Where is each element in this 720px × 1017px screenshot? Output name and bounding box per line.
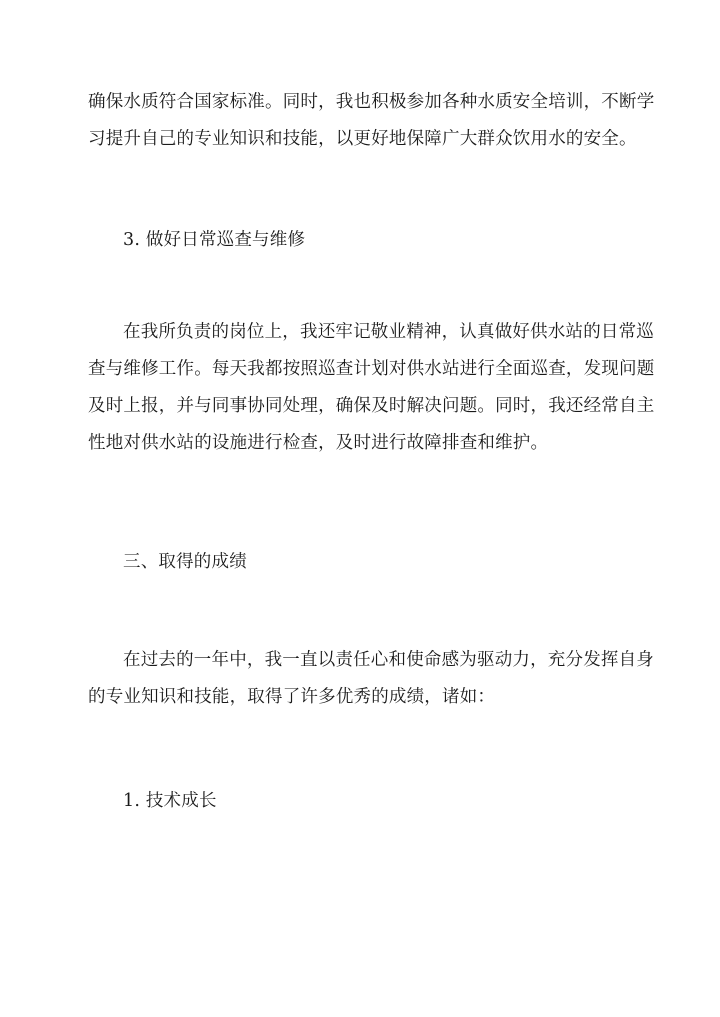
paragraph-line: 在我所负责的岗位上，我还牢记敬业精神，认真做好供水站的日常巡 (123, 322, 654, 342)
paragraph-line: 习提升自己的专业知识和技能，以更好地保障广大群众饮用水的安全。 (88, 129, 637, 149)
paragraph-line: 性地对供水站的设施进行检查，及时进行故障排查和维护。 (88, 433, 549, 453)
section-heading-achievements: 三、取得的成绩 (123, 552, 247, 572)
subheading-daily-inspection: 3. 做好日常巡查与维修 (123, 230, 306, 250)
subheading-technical-growth: 1. 技术成长 (123, 791, 217, 811)
paragraph-achievements-intro (88, 642, 654, 716)
paragraph-line: 查与维修工作。每天我都按照巡查计划对供水站进行全面巡查，发现问题 (88, 359, 655, 379)
paragraph-line: 在过去的一年中，我一直以责任心和使命感为驱动力，充分发挥自身 (123, 650, 654, 670)
paragraph-inspection-maintenance (88, 314, 655, 462)
paragraph-water-quality (88, 84, 655, 158)
paragraph-line: 的专业知识和技能，取得了许多优秀的成绩，诸如： (88, 687, 496, 707)
paragraph-line: 及时上报，并与同事协同处理，确保及时解决问题。同时，我还经常自主 (88, 396, 655, 416)
paragraph-line: 确保水质符合国家标准。同时，我也积极参加各种水质安全培训，不断学 (88, 92, 655, 112)
